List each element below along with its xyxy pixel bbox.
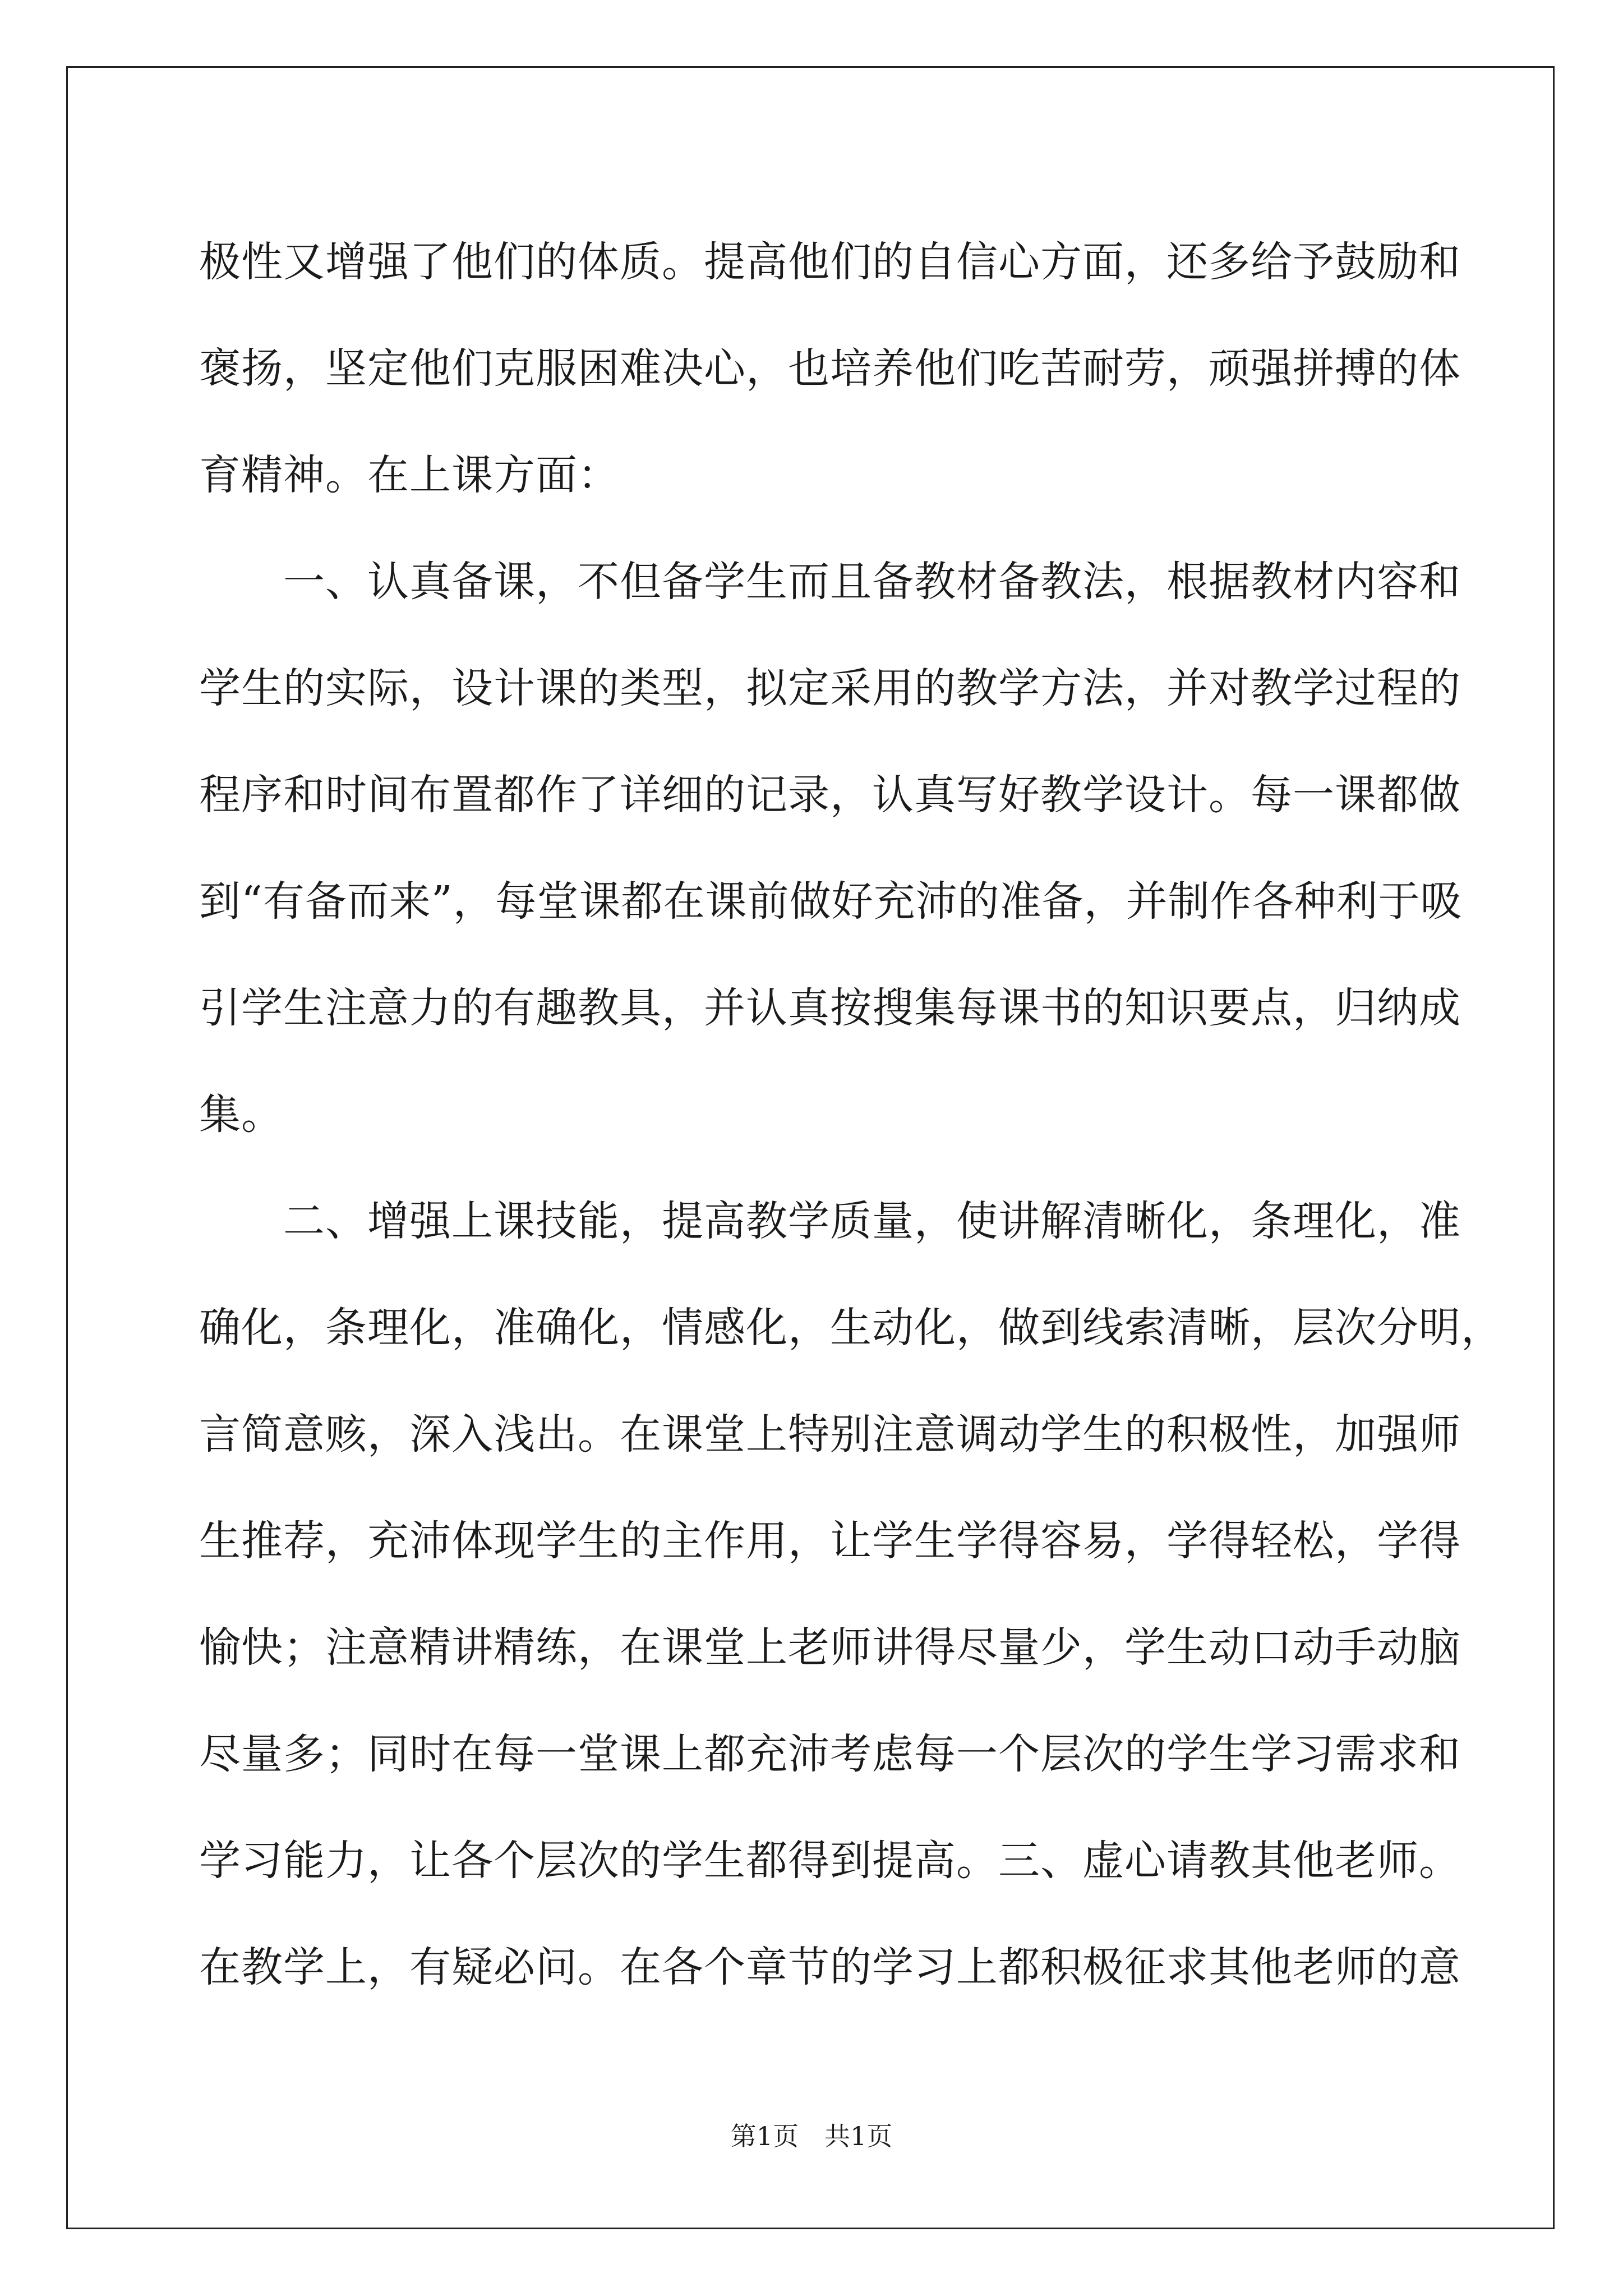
text-line: 一、认真备课，不但备学生而且备教材备教法，根据教材内容和	[199, 558, 1461, 606]
text-line: 生推荐，充沛体现学生的主作用，让学生学得容易，学得轻松，学得	[199, 1517, 1461, 1565]
text-line: 学习能力，让各个层次的学生都得到提高。三、虚心请教其他老师。	[199, 1837, 1461, 1885]
text-line: 引学生注意力的有趣教具，并认真按搜集每课书的知识要点，归纳成	[199, 984, 1461, 1032]
text-line: 育精神。在上课方面：	[199, 451, 620, 499]
text-line: 学生的实际，设计课的类型，拟定采用的教学方法，并对教学过程的	[199, 664, 1461, 712]
text-line: 集。	[199, 1091, 283, 1139]
text-line: 程序和时间布置都作了详细的记录，认真写好教学设计。每一课都做	[199, 771, 1461, 819]
text-line: 极性又增强了他们的体质。提高他们的自信心方面，还多给予鼓励和	[199, 238, 1461, 286]
text-line: 愉快；注意精讲精练，在课堂上老师讲得尽量少，学生动口动手动脑	[199, 1623, 1461, 1672]
text-line: 尽量多；同时在每一堂课上都充沛考虑每一个层次的学生学习需求和	[199, 1730, 1461, 1778]
text-line: 言简意赅，深入浅出。在课堂上特别注意调动学生的积极性，加强师	[199, 1410, 1461, 1458]
text-line: 到“有备而来”，每堂课都在课前做好充沛的准备，并制作各种利于吸	[199, 877, 1463, 926]
text-line: 褒扬，坚定他们克服困难决心，也培养他们吃苦耐劳，顽强拼搏的体	[199, 344, 1461, 393]
text-line: 在教学上，有疑必问。在各个章节的学习上都积极征求其他老师的意	[199, 1943, 1461, 1991]
page-number-footer: 第1页 共1页	[730, 2121, 893, 2151]
text-line: 二、增强上课技能，提高教学质量，使讲解清晰化，条理化，准	[199, 1197, 1461, 1245]
text-line: 确化，条理化，准确化，情感化，生动化，做到线索清晰，层次分明，	[199, 1304, 1503, 1352]
document-body	[199, 209, 1503, 2021]
